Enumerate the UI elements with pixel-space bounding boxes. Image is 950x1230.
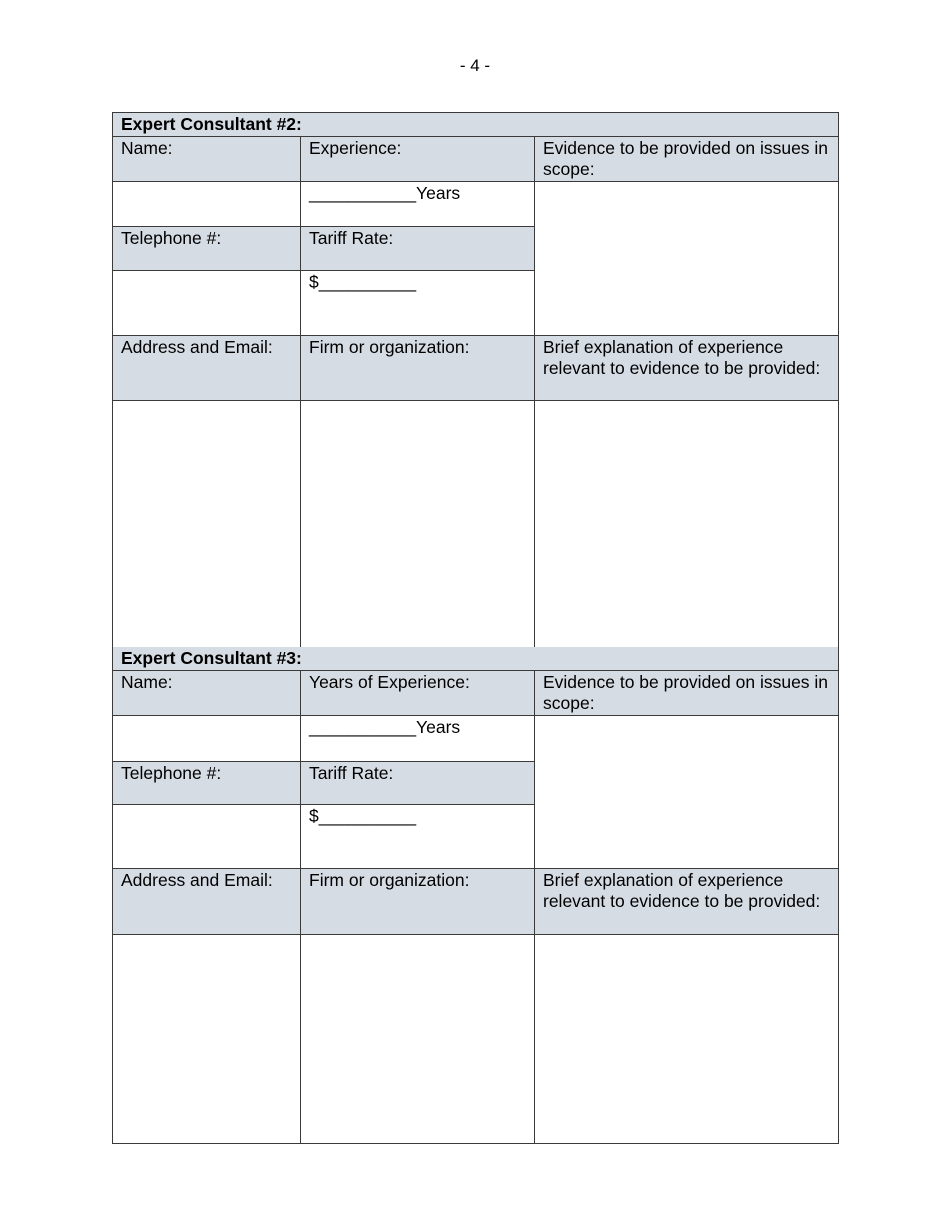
address-email-label: Address and Email: xyxy=(113,336,301,401)
section-title: Expert Consultant #2: xyxy=(113,113,839,137)
experience-years-field[interactable]: ___________Years xyxy=(301,182,535,227)
experience-label: Experience: xyxy=(301,137,535,182)
firm-field[interactable] xyxy=(301,935,535,1144)
evidence-label: Evidence to be provided on issues in scope: xyxy=(535,137,839,182)
tariff-rate-field[interactable]: $__________ xyxy=(301,271,535,336)
telephone-label: Telephone #: xyxy=(113,762,301,805)
telephone-field[interactable] xyxy=(113,805,301,869)
telephone-label: Telephone #: xyxy=(113,227,301,271)
name-label: Name: xyxy=(113,671,301,716)
explanation-label: Brief explanation of experience relevant to evidence to be provided: xyxy=(535,869,839,935)
explanation-label: Brief explanation of experience relevant to evidence to be provided: xyxy=(535,336,839,401)
tariff-rate-label: Tariff Rate: xyxy=(301,227,535,271)
evidence-field[interactable] xyxy=(535,716,839,869)
firm-label: Firm or organization: xyxy=(301,869,535,935)
years-of-experience-label: Years of Experience: xyxy=(301,671,535,716)
name-field[interactable] xyxy=(113,182,301,227)
experience-years-field[interactable]: ___________Years xyxy=(301,716,535,762)
telephone-field[interactable] xyxy=(113,271,301,336)
expert-consultant-2-table xyxy=(112,112,839,651)
page-number: - 4 - xyxy=(459,56,491,75)
section-title: Expert Consultant #3: xyxy=(113,647,839,671)
expert-consultant-3-table xyxy=(112,647,839,1144)
evidence-label: Evidence to be provided on issues in scope: xyxy=(535,671,839,716)
evidence-field[interactable] xyxy=(535,182,839,336)
name-label: Name: xyxy=(113,137,301,182)
address-email-label: Address and Email: xyxy=(113,869,301,935)
address-email-field[interactable] xyxy=(113,401,301,651)
address-email-field[interactable] xyxy=(113,935,301,1144)
tariff-rate-field[interactable]: $__________ xyxy=(301,805,535,869)
explanation-field[interactable] xyxy=(535,935,839,1144)
explanation-field[interactable] xyxy=(535,401,839,651)
firm-label: Firm or organization: xyxy=(301,336,535,401)
firm-field[interactable] xyxy=(301,401,535,651)
name-field[interactable] xyxy=(113,716,301,762)
tariff-rate-label: Tariff Rate: xyxy=(301,762,535,805)
